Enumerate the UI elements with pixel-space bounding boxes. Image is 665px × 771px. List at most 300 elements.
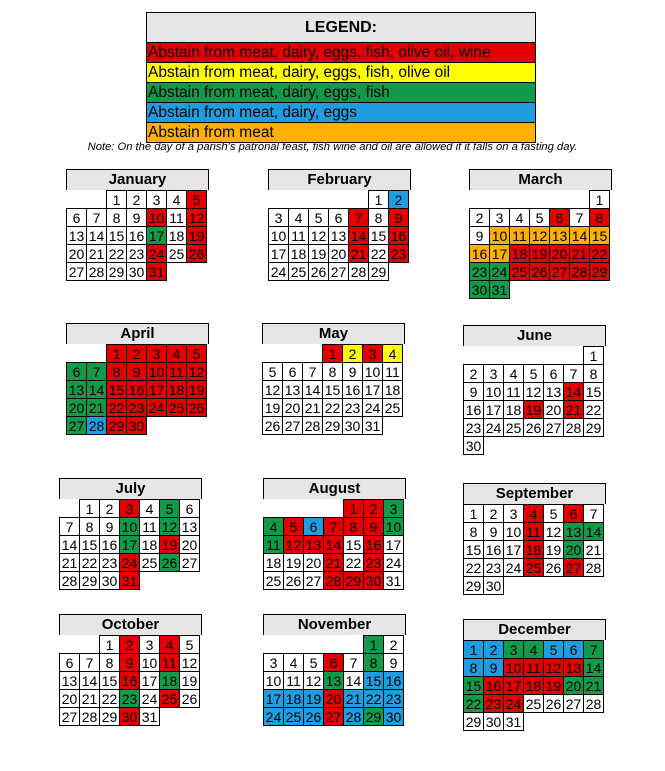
day-cell: 31 — [362, 416, 383, 435]
day-cell: 3 — [139, 635, 160, 654]
day-cell: 30 — [342, 416, 363, 435]
day-cell: 3 — [362, 344, 383, 363]
day-cell: 8 — [106, 208, 127, 227]
day-cell: 14 — [569, 226, 590, 245]
day-cell: 12 — [262, 380, 283, 399]
day-cell: 9 — [342, 362, 363, 381]
month-title: May — [262, 323, 405, 344]
day-cell: 8 — [368, 208, 389, 227]
day-cell: 30 — [99, 571, 120, 590]
day-cell: 7 — [348, 208, 369, 227]
day-cell: 10 — [146, 362, 167, 381]
day-cell: 15 — [363, 671, 384, 690]
day-cell: 18 — [503, 400, 524, 419]
day-cell: 6 — [323, 653, 344, 672]
day-cell: 23 — [126, 244, 147, 263]
empty-cell — [463, 346, 484, 365]
legend-box — [146, 12, 536, 143]
month-december — [463, 619, 606, 732]
day-cell: 1 — [363, 635, 384, 654]
day-cell: 5 — [159, 499, 180, 518]
day-cell: 8 — [363, 653, 384, 672]
day-cell: 7 — [569, 208, 590, 227]
day-cell: 6 — [66, 208, 87, 227]
day-cell: 11 — [288, 226, 309, 245]
day-cell: 18 — [139, 535, 160, 554]
day-cell: 29 — [99, 707, 120, 726]
empty-cell — [509, 280, 530, 299]
day-cell: 24 — [119, 553, 140, 572]
day-cell: 13 — [59, 671, 80, 690]
day-cell: 4 — [139, 499, 160, 518]
empty-cell — [543, 576, 564, 595]
empty-cell — [529, 190, 550, 209]
day-cell: 2 — [126, 344, 147, 363]
day-cell: 13 — [549, 226, 570, 245]
day-cell: 16 — [463, 400, 484, 419]
empty-cell — [186, 416, 207, 435]
day-cell: 5 — [179, 635, 200, 654]
day-cell: 15 — [106, 380, 127, 399]
day-cell: 8 — [583, 364, 604, 383]
day-cell: 28 — [569, 262, 590, 281]
legend-item-green: Abstain from meat, dairy, eggs, fish — [147, 83, 535, 103]
day-cell: 15 — [343, 535, 364, 554]
day-cell: 9 — [463, 382, 484, 401]
day-cell: 27 — [549, 262, 570, 281]
day-cell: 26 — [179, 689, 200, 708]
empty-cell — [563, 436, 584, 455]
day-cell: 22 — [463, 694, 484, 713]
empty-cell — [302, 344, 323, 363]
day-cell: 23 — [463, 418, 484, 437]
day-cell: 28 — [583, 558, 604, 577]
empty-cell — [569, 280, 590, 299]
day-cell: 3 — [503, 504, 524, 523]
day-cell: 10 — [263, 671, 284, 690]
day-cell: 26 — [186, 244, 207, 263]
day-cell: 27 — [303, 571, 324, 590]
day-cell: 21 — [59, 553, 80, 572]
empty-cell — [523, 712, 544, 731]
day-cell: 16 — [126, 380, 147, 399]
empty-cell — [343, 635, 364, 654]
month-september — [463, 483, 606, 596]
day-cell: 25 — [288, 262, 309, 281]
day-cell: 17 — [146, 226, 167, 245]
month-october — [59, 614, 202, 727]
day-cell: 4 — [509, 208, 530, 227]
day-cell: 10 — [503, 522, 524, 541]
day-cell: 9 — [126, 362, 147, 381]
day-cell: 15 — [106, 226, 127, 245]
day-cell: 22 — [583, 400, 604, 419]
day-cell: 26 — [283, 571, 304, 590]
day-cell: 5 — [262, 362, 283, 381]
day-cell: 7 — [323, 517, 344, 536]
day-cell: 30 — [119, 707, 140, 726]
day-cell: 6 — [563, 640, 584, 659]
empty-cell — [549, 280, 570, 299]
day-cell: 28 — [79, 707, 100, 726]
day-cell: 25 — [509, 262, 530, 281]
day-cell: 6 — [282, 362, 303, 381]
day-cell: 23 — [483, 694, 504, 713]
day-cell: 29 — [589, 262, 610, 281]
day-cell: 7 — [343, 653, 364, 672]
empty-cell — [263, 499, 284, 518]
day-cell: 9 — [119, 653, 140, 672]
day-cell: 16 — [388, 226, 409, 245]
day-cell: 14 — [343, 671, 364, 690]
day-cell: 21 — [348, 244, 369, 263]
day-cell: 25 — [166, 398, 187, 417]
day-cell: 20 — [543, 400, 564, 419]
day-cell: 28 — [86, 262, 107, 281]
day-cell: 14 — [86, 226, 107, 245]
day-cell: 13 — [323, 671, 344, 690]
month-title: April — [66, 323, 209, 344]
day-cell: 20 — [323, 689, 344, 708]
month-title: October — [59, 614, 202, 635]
day-cell: 30 — [383, 707, 404, 726]
day-cell: 6 — [179, 499, 200, 518]
day-cell: 22 — [99, 689, 120, 708]
day-cell: 4 — [523, 504, 544, 523]
day-cell: 24 — [139, 689, 160, 708]
day-cell: 18 — [523, 676, 544, 695]
month-grid — [59, 635, 202, 727]
day-cell: 30 — [483, 576, 504, 595]
day-cell: 19 — [523, 400, 544, 419]
day-cell: 16 — [363, 535, 384, 554]
day-cell: 8 — [79, 517, 100, 536]
day-cell: 8 — [99, 653, 120, 672]
month-february — [268, 169, 411, 282]
day-cell: 7 — [86, 362, 107, 381]
day-cell: 31 — [383, 571, 404, 590]
day-cell: 12 — [529, 226, 550, 245]
empty-cell — [66, 190, 87, 209]
empty-cell — [563, 712, 584, 731]
day-cell: 23 — [469, 262, 490, 281]
day-cell: 30 — [483, 712, 504, 731]
day-cell: 29 — [343, 571, 364, 590]
legend-item-blue: Abstain from meat, dairy, eggs — [147, 103, 535, 123]
day-cell: 28 — [323, 571, 344, 590]
day-cell: 15 — [463, 540, 484, 559]
day-cell: 11 — [523, 522, 544, 541]
day-cell: 5 — [543, 504, 564, 523]
day-cell: 13 — [328, 226, 349, 245]
legend-item-red: Abstain from meat, dairy, eggs, fish, olive oil, wine — [147, 43, 535, 63]
day-cell: 1 — [79, 499, 100, 518]
day-cell: 1 — [106, 190, 127, 209]
day-cell: 14 — [348, 226, 369, 245]
day-cell: 4 — [283, 653, 304, 672]
empty-cell — [303, 499, 324, 518]
day-cell: 29 — [106, 262, 127, 281]
day-cell: 18 — [159, 671, 180, 690]
day-cell: 22 — [343, 553, 364, 572]
day-cell: 6 — [328, 208, 349, 227]
day-cell: 18 — [283, 689, 304, 708]
day-cell: 16 — [469, 244, 490, 263]
day-cell: 22 — [106, 244, 127, 263]
day-cell: 25 — [166, 244, 187, 263]
empty-cell — [323, 635, 344, 654]
day-cell: 25 — [159, 689, 180, 708]
empty-cell — [583, 576, 604, 595]
day-cell: 3 — [503, 640, 524, 659]
empty-cell — [348, 190, 369, 209]
day-cell: 17 — [268, 244, 289, 263]
day-cell: 29 — [79, 571, 100, 590]
day-cell: 29 — [322, 416, 343, 435]
day-cell: 22 — [589, 244, 610, 263]
empty-cell — [59, 499, 80, 518]
day-cell: 19 — [159, 535, 180, 554]
day-cell: 21 — [86, 398, 107, 417]
day-cell: 19 — [186, 380, 207, 399]
day-cell: 27 — [323, 707, 344, 726]
day-cell: 21 — [323, 553, 344, 572]
day-cell: 18 — [523, 540, 544, 559]
day-cell: 22 — [363, 689, 384, 708]
month-title: February — [268, 169, 411, 190]
day-cell: 26 — [262, 416, 283, 435]
empty-cell — [303, 635, 324, 654]
day-cell: 23 — [363, 553, 384, 572]
day-cell: 10 — [503, 658, 524, 677]
day-cell: 23 — [342, 398, 363, 417]
empty-cell — [483, 436, 504, 455]
month-grid — [263, 499, 406, 591]
day-cell: 6 — [66, 362, 87, 381]
empty-cell — [282, 344, 303, 363]
empty-cell — [179, 571, 200, 590]
day-cell: 24 — [362, 398, 383, 417]
day-cell: 20 — [328, 244, 349, 263]
empty-cell — [179, 707, 200, 726]
day-cell: 4 — [503, 364, 524, 383]
day-cell: 13 — [543, 382, 564, 401]
day-cell: 19 — [283, 553, 304, 572]
day-cell: 27 — [543, 418, 564, 437]
empty-cell — [283, 499, 304, 518]
day-cell: 30 — [469, 280, 490, 299]
day-cell: 12 — [186, 208, 207, 227]
day-cell: 19 — [543, 540, 564, 559]
day-cell: 7 — [563, 364, 584, 383]
day-cell: 22 — [79, 553, 100, 572]
empty-cell — [529, 280, 550, 299]
day-cell: 13 — [66, 226, 87, 245]
month-title: November — [263, 614, 406, 635]
day-cell: 12 — [179, 653, 200, 672]
day-cell: 16 — [483, 540, 504, 559]
day-cell: 11 — [509, 226, 530, 245]
empty-cell — [159, 571, 180, 590]
day-cell: 22 — [368, 244, 389, 263]
day-cell: 1 — [463, 504, 484, 523]
day-cell: 26 — [159, 553, 180, 572]
day-cell: 4 — [166, 190, 187, 209]
day-cell: 25 — [503, 418, 524, 437]
day-cell: 16 — [119, 671, 140, 690]
day-cell: 26 — [523, 418, 544, 437]
day-cell: 11 — [166, 362, 187, 381]
day-cell: 3 — [146, 190, 167, 209]
day-cell: 28 — [343, 707, 364, 726]
legend-title: LEGEND: — [147, 13, 535, 43]
day-cell: 19 — [529, 244, 550, 263]
day-cell: 12 — [523, 382, 544, 401]
empty-cell — [569, 190, 590, 209]
day-cell: 24 — [146, 398, 167, 417]
day-cell: 14 — [583, 522, 604, 541]
day-cell: 27 — [59, 707, 80, 726]
day-cell: 29 — [583, 418, 604, 437]
month-grid — [66, 190, 209, 282]
day-cell: 27 — [328, 262, 349, 281]
day-cell: 7 — [59, 517, 80, 536]
day-cell: 12 — [543, 522, 564, 541]
day-cell: 11 — [166, 208, 187, 227]
day-cell: 5 — [543, 640, 564, 659]
day-cell: 19 — [179, 671, 200, 690]
day-cell: 25 — [382, 398, 403, 417]
day-cell: 6 — [303, 517, 324, 536]
day-cell: 20 — [563, 540, 584, 559]
day-cell: 3 — [383, 499, 404, 518]
day-cell: 27 — [66, 416, 87, 435]
day-cell: 4 — [523, 640, 544, 659]
day-cell: 24 — [503, 558, 524, 577]
day-cell: 15 — [583, 382, 604, 401]
day-cell: 4 — [166, 344, 187, 363]
day-cell: 20 — [563, 676, 584, 695]
day-cell: 9 — [363, 517, 384, 536]
day-cell: 30 — [126, 416, 147, 435]
day-cell: 25 — [139, 553, 160, 572]
day-cell: 13 — [563, 522, 584, 541]
day-cell: 3 — [263, 653, 284, 672]
empty-cell — [382, 416, 403, 435]
day-cell: 12 — [303, 671, 324, 690]
day-cell: 31 — [139, 707, 160, 726]
day-cell: 3 — [483, 364, 504, 383]
month-august — [263, 478, 406, 591]
empty-cell — [66, 344, 87, 363]
empty-cell — [79, 635, 100, 654]
empty-cell — [186, 262, 207, 281]
day-cell: 13 — [179, 517, 200, 536]
empty-cell — [523, 576, 544, 595]
day-cell: 27 — [563, 694, 584, 713]
month-grid — [463, 504, 606, 596]
month-grid — [463, 640, 606, 732]
day-cell: 16 — [383, 671, 404, 690]
day-cell: 16 — [126, 226, 147, 245]
day-cell: 5 — [308, 208, 329, 227]
day-cell: 9 — [126, 208, 147, 227]
day-cell: 29 — [463, 712, 484, 731]
empty-cell — [523, 346, 544, 365]
day-cell: 20 — [303, 553, 324, 572]
day-cell: 26 — [543, 558, 564, 577]
day-cell: 22 — [106, 398, 127, 417]
day-cell: 4 — [159, 635, 180, 654]
month-grid — [262, 344, 405, 436]
day-cell: 21 — [343, 689, 364, 708]
empty-cell — [288, 190, 309, 209]
day-cell: 10 — [383, 517, 404, 536]
day-cell: 12 — [283, 535, 304, 554]
empty-cell — [262, 344, 283, 363]
day-cell: 8 — [463, 658, 484, 677]
day-cell: 12 — [186, 362, 207, 381]
empty-cell — [563, 576, 584, 595]
day-cell: 5 — [529, 208, 550, 227]
day-cell: 17 — [503, 676, 524, 695]
day-cell: 21 — [79, 689, 100, 708]
day-cell: 3 — [119, 499, 140, 518]
month-title: June — [463, 325, 606, 346]
day-cell: 12 — [159, 517, 180, 536]
day-cell: 1 — [589, 190, 610, 209]
day-cell: 11 — [503, 382, 524, 401]
day-cell: 4 — [382, 344, 403, 363]
day-cell: 17 — [263, 689, 284, 708]
day-cell: 8 — [589, 208, 610, 227]
day-cell: 1 — [583, 346, 604, 365]
day-cell: 13 — [282, 380, 303, 399]
day-cell: 31 — [146, 262, 167, 281]
month-title: July — [59, 478, 202, 499]
day-cell: 11 — [523, 658, 544, 677]
month-grid — [463, 346, 606, 456]
day-cell: 18 — [166, 226, 187, 245]
day-cell: 28 — [563, 418, 584, 437]
day-cell: 23 — [119, 689, 140, 708]
day-cell: 10 — [268, 226, 289, 245]
day-cell: 6 — [549, 208, 570, 227]
day-cell: 23 — [126, 398, 147, 417]
empty-cell — [543, 436, 564, 455]
empty-cell — [523, 436, 544, 455]
day-cell: 25 — [283, 707, 304, 726]
day-cell: 5 — [186, 190, 207, 209]
day-cell: 26 — [543, 694, 564, 713]
day-cell: 15 — [463, 676, 484, 695]
day-cell: 24 — [268, 262, 289, 281]
day-cell: 9 — [469, 226, 490, 245]
empty-cell — [308, 190, 329, 209]
day-cell: 9 — [388, 208, 409, 227]
day-cell: 14 — [79, 671, 100, 690]
day-cell: 28 — [348, 262, 369, 281]
month-grid — [469, 190, 612, 300]
day-cell: 8 — [343, 517, 364, 536]
day-cell: 13 — [303, 535, 324, 554]
empty-cell — [323, 499, 344, 518]
day-cell: 23 — [99, 553, 120, 572]
day-cell: 20 — [282, 398, 303, 417]
day-cell: 30 — [363, 571, 384, 590]
day-cell: 29 — [363, 707, 384, 726]
note-text: Note: On the day of a parish’s patronal feast, fish wine and oil are allowed if it falls on a fasting day. — [87, 141, 578, 153]
